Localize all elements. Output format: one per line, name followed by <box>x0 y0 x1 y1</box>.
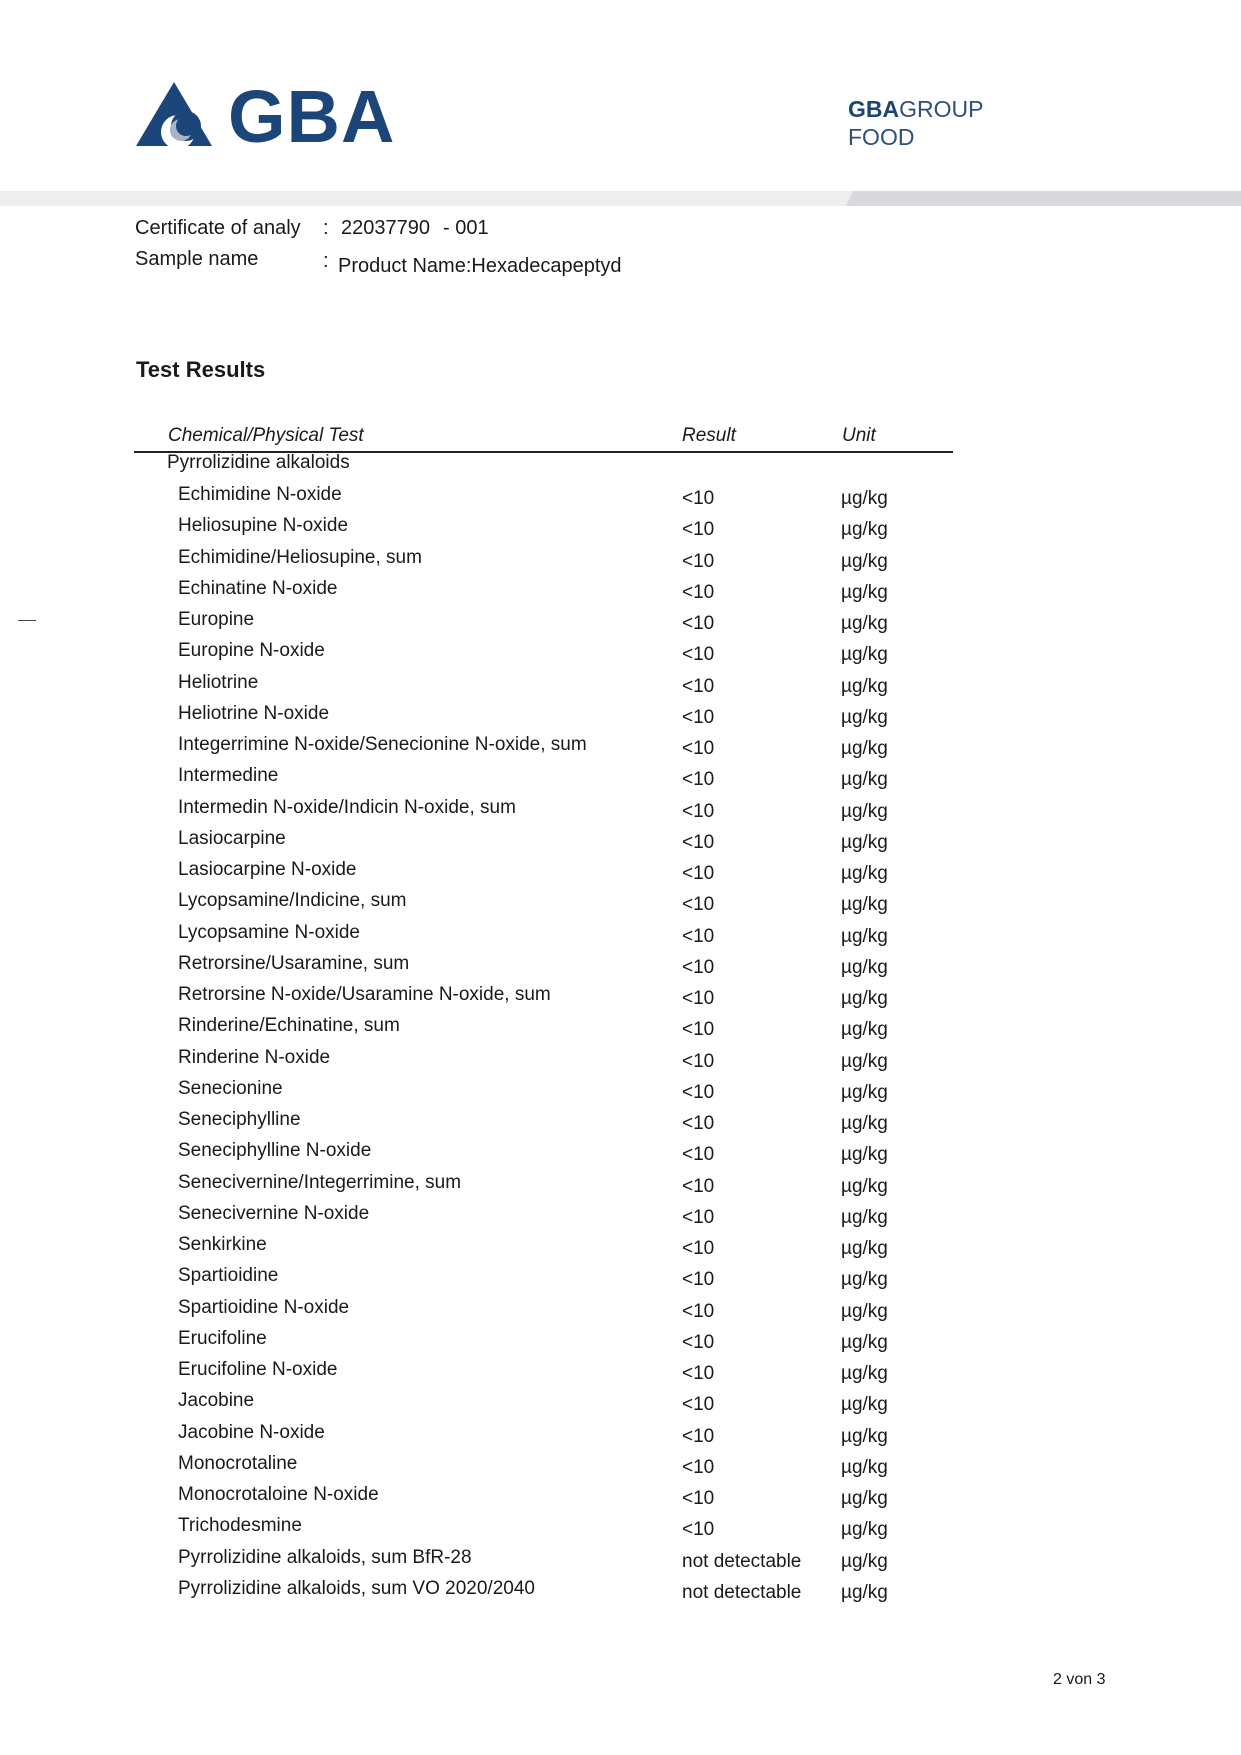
test-unit: µg/kg <box>841 1019 888 1041</box>
certificate-label: Certificate of analy <box>135 217 301 239</box>
test-unit: µg/kg <box>841 1488 888 1509</box>
test-name: Spartioidine <box>178 1265 279 1287</box>
test-name: Erucifoline N-oxide <box>178 1359 338 1380</box>
test-unit: µg/kg <box>841 1113 888 1134</box>
test-unit: µg/kg <box>841 831 888 853</box>
table-row <box>0 1172 1241 1200</box>
table-row <box>0 1547 1241 1575</box>
test-name: Intermedine <box>178 765 279 787</box>
table-row <box>0 1578 1241 1606</box>
test-result: <10 <box>682 488 715 509</box>
test-result: <10 <box>682 1300 715 1322</box>
certificate-number: 22037790 <box>341 217 430 239</box>
test-name: Heliosupine N-oxide <box>178 515 349 537</box>
section-title: Test Results <box>136 357 266 382</box>
header-band-accent <box>846 191 1241 206</box>
test-unit: µg/kg <box>841 988 888 1009</box>
test-result: <10 <box>682 675 715 697</box>
test-name: Erucifoline <box>178 1327 267 1349</box>
test-result: <10 <box>682 644 715 666</box>
test-name: Spartioidine N-oxide <box>178 1296 350 1318</box>
test-name: Jacobine <box>178 1390 255 1412</box>
test-unit: µg/kg <box>841 1144 888 1166</box>
test-unit: µg/kg <box>841 581 888 603</box>
test-name: Lasiocarpine N-oxide <box>178 859 357 880</box>
test-result: <10 <box>682 1488 715 1509</box>
test-result: <10 <box>682 1081 715 1103</box>
test-unit: µg/kg <box>841 1581 888 1603</box>
test-unit: µg/kg <box>841 956 888 978</box>
table-row <box>0 1453 1241 1481</box>
test-name: Senecionine <box>178 1077 283 1099</box>
test-unit: µg/kg <box>841 894 888 916</box>
test-result: <10 <box>682 1456 715 1478</box>
test-name: Monocrotaline <box>178 1452 298 1474</box>
sample-name: Product Name:Hexadecapeptyd <box>338 255 622 277</box>
test-unit: µg/kg <box>841 644 888 666</box>
test-result: <10 <box>682 1175 715 1197</box>
test-unit: µg/kg <box>841 550 888 572</box>
table-row <box>0 953 1241 981</box>
test-result: <10 <box>682 800 715 822</box>
test-result: <10 <box>682 1050 715 1072</box>
test-result: <10 <box>682 1019 715 1041</box>
header-test: Chemical/Physical Test <box>168 425 364 446</box>
test-result: <10 <box>682 738 715 759</box>
test-unit: µg/kg <box>841 1519 888 1541</box>
test-result: <10 <box>682 769 715 791</box>
test-result: <10 <box>682 613 715 634</box>
test-result: <10 <box>682 1206 715 1228</box>
table-row <box>0 672 1241 700</box>
test-result: <10 <box>682 1331 715 1353</box>
table-row <box>0 515 1241 543</box>
table-row <box>0 578 1241 606</box>
test-name: Pyrrolizidine alkaloids, sum BfR-28 <box>178 1546 472 1568</box>
table-row <box>0 1359 1241 1387</box>
header-unit: Unit <box>842 425 876 446</box>
certificate-colon: : <box>323 217 329 239</box>
test-unit: µg/kg <box>841 1175 888 1197</box>
test-result: <10 <box>682 956 715 978</box>
test-result: not detectable <box>682 1581 802 1603</box>
gba-logo <box>134 75 396 158</box>
sample-label: Sample name <box>135 248 259 270</box>
test-result: <10 <box>682 1425 715 1447</box>
test-result: <10 <box>682 863 715 884</box>
test-unit: µg/kg <box>841 1269 888 1291</box>
test-unit: µg/kg <box>841 1081 888 1103</box>
table-row <box>0 1422 1241 1450</box>
table-row <box>0 1390 1241 1418</box>
test-name: Lasiocarpine <box>178 827 286 849</box>
table-row <box>0 890 1241 918</box>
test-unit: µg/kg <box>841 769 888 791</box>
table-row <box>0 1203 1241 1231</box>
test-name: Retrorsine N-oxide/Usaramine N-oxide, sum <box>178 984 551 1005</box>
table-row <box>0 1078 1241 1106</box>
test-unit: µg/kg <box>841 925 888 947</box>
table-row <box>0 1515 1241 1543</box>
table-row <box>0 1265 1241 1293</box>
group-name-food: FOOD <box>848 124 915 150</box>
test-unit: µg/kg <box>841 1550 888 1572</box>
test-name: Europine <box>178 609 255 630</box>
test-name: Lycopsamine/Indicine, sum <box>178 890 407 912</box>
test-unit: µg/kg <box>841 1050 888 1072</box>
table-row <box>0 1109 1241 1137</box>
table-row <box>0 703 1241 731</box>
table-row <box>0 922 1241 950</box>
header-result: Result <box>682 425 736 446</box>
test-name: Seneciphylline N-oxide <box>178 1140 372 1162</box>
table-row <box>0 828 1241 856</box>
table-row <box>0 1234 1241 1262</box>
logo-wordmark: GBA <box>228 75 396 158</box>
test-name: Senecivernine/Integerrimine, sum <box>178 1171 462 1193</box>
test-unit: µg/kg <box>841 1238 888 1259</box>
test-name: Lycopsamine N-oxide <box>178 921 360 943</box>
test-name: Echinatine N-oxide <box>178 577 338 599</box>
table-row <box>0 734 1241 762</box>
table-row <box>0 609 1241 637</box>
test-name: Retrorsine/Usaramine, sum <box>178 952 410 974</box>
test-unit: µg/kg <box>841 1363 888 1384</box>
test-unit: µg/kg <box>841 1425 888 1447</box>
test-result: <10 <box>682 1269 715 1291</box>
test-unit: µg/kg <box>841 675 888 697</box>
test-result: <10 <box>682 1238 715 1259</box>
test-unit: µg/kg <box>841 1456 888 1478</box>
margin-mark <box>18 620 36 621</box>
test-name: Europine N-oxide <box>178 640 325 662</box>
test-name: Echimidine N-oxide <box>178 484 342 505</box>
sample-colon: : <box>323 250 329 272</box>
table-row <box>0 1140 1241 1168</box>
table-row <box>0 1297 1241 1325</box>
table-row <box>0 640 1241 668</box>
test-result: <10 <box>682 1394 715 1416</box>
test-name: Monocrotaloine N-oxide <box>178 1484 379 1505</box>
test-unit: µg/kg <box>841 706 888 728</box>
group-name-rest: GROUP <box>899 96 984 122</box>
test-name: Jacobine N-oxide <box>178 1421 325 1443</box>
test-name: Heliotrine N-oxide <box>178 702 330 724</box>
test-unit: µg/kg <box>841 488 888 509</box>
test-unit: µg/kg <box>841 738 888 759</box>
test-result: <10 <box>682 1144 715 1166</box>
group-name <box>848 95 983 151</box>
test-result: <10 <box>682 831 715 853</box>
table-row <box>0 1015 1241 1043</box>
test-unit: µg/kg <box>841 863 888 884</box>
table-row <box>0 1047 1241 1075</box>
test-name: Senkirkine <box>178 1234 267 1255</box>
test-unit: µg/kg <box>841 613 888 634</box>
test-name: Echimidine/Heliosupine, sum <box>178 546 422 568</box>
table-row <box>0 765 1241 793</box>
test-unit: µg/kg <box>841 1394 888 1416</box>
page-number: 2 von 3 <box>1053 1671 1106 1688</box>
test-result: <10 <box>682 550 715 572</box>
certificate-suffix: - 001 <box>443 217 489 239</box>
test-name: Intermedin N-oxide/Indicin N-oxide, sum <box>178 796 516 818</box>
table-row <box>0 547 1241 575</box>
test-name: Rinderine N-oxide <box>178 1046 331 1068</box>
test-result: <10 <box>682 894 715 916</box>
test-name: Integerrimine N-oxide/Senecionine N-oxide, sum <box>178 734 587 755</box>
test-result: <10 <box>682 519 715 541</box>
test-result: <10 <box>682 581 715 603</box>
table-row <box>0 984 1241 1012</box>
test-name: Trichodesmine <box>178 1515 302 1537</box>
test-result: not detectable <box>682 1550 802 1572</box>
test-name: Seneciphylline <box>178 1109 301 1130</box>
table-row <box>0 1328 1241 1356</box>
table-row <box>0 484 1241 512</box>
test-unit: µg/kg <box>841 1331 888 1353</box>
test-unit: µg/kg <box>841 1206 888 1228</box>
group-name-bold: GBA <box>848 96 900 122</box>
gba-logo-mark-icon <box>134 80 214 148</box>
table-group-label: Pyrrolizidine alkaloids <box>167 452 350 473</box>
test-result: <10 <box>682 706 715 728</box>
test-result: <10 <box>682 1363 715 1384</box>
test-result: <10 <box>682 1519 715 1541</box>
test-unit: µg/kg <box>841 519 888 541</box>
test-unit: µg/kg <box>841 800 888 822</box>
test-result: <10 <box>682 925 715 947</box>
table-row <box>0 797 1241 825</box>
test-name: Rinderine/Echinatine, sum <box>178 1015 400 1037</box>
test-result: <10 <box>682 1113 715 1134</box>
test-name: Heliotrine <box>178 671 259 693</box>
table-row <box>0 859 1241 887</box>
test-unit: µg/kg <box>841 1300 888 1322</box>
table-row <box>0 1484 1241 1512</box>
test-name: Pyrrolizidine alkaloids, sum VO 2020/2040 <box>178 1577 535 1599</box>
test-result: <10 <box>682 988 715 1009</box>
test-name: Senecivernine N-oxide <box>178 1202 370 1224</box>
